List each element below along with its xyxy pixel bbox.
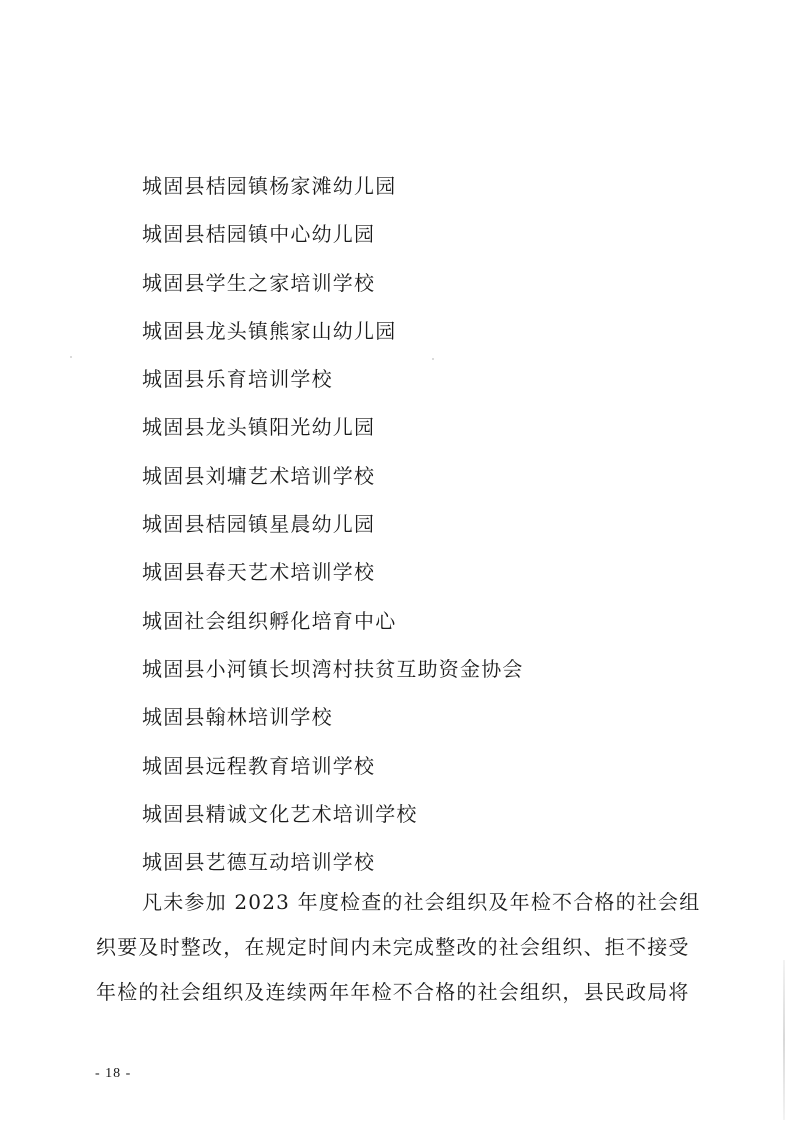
body-paragraph <box>96 880 706 1015</box>
list-item: 城固县桔园镇杨家滩幼儿园 <box>142 174 397 198</box>
list-item: 城固县远程教育培训学校 <box>142 753 376 778</box>
list-item: 城固县龙头镇阳光幼儿园 <box>142 415 376 440</box>
list-item: 城固县小河镇长坝湾村扶贫互助资金协会 <box>142 656 524 681</box>
list-item: 城固县艺德互动培训学校 <box>142 850 376 875</box>
list-item: 城固县乐育培训学校 <box>142 367 333 392</box>
paragraph-line: 织要及时整改，在规定时间内未完成整改的社会组织、拒不接受 <box>96 935 690 959</box>
list-item: 城固社会组织孵化培育中心 <box>142 608 397 633</box>
list-item: 城固县龙头镇熊家山幼儿园 <box>142 318 397 343</box>
paragraph-line: 凡未参加 2023 年度检查的社会组织及年检不合格的社会组 <box>142 890 701 914</box>
scan-edge-shadow <box>783 960 785 1120</box>
list-item: 城固县桔园镇星晨幼儿园 <box>142 512 376 537</box>
list-item: 城固县学生之家培训学校 <box>142 270 376 295</box>
page-number: - 18 - <box>95 1066 132 1081</box>
list-item: 城固县春天艺术培训学校 <box>142 560 376 585</box>
list-item: 城固县桔园镇中心幼儿园 <box>142 222 376 247</box>
list-item: 城固县翰林培训学校 <box>142 705 333 730</box>
list-item: 城固县精诚文化艺术培训学校 <box>142 801 418 826</box>
organization-list <box>142 170 524 894</box>
paragraph-line: 年检的社会组织及连续两年年检不合格的社会组织，县民政局将 <box>96 980 690 1004</box>
scan-speck <box>432 358 434 360</box>
list-item: 城固县刘墉艺术培训学校 <box>142 463 376 488</box>
scan-speck <box>70 356 72 358</box>
